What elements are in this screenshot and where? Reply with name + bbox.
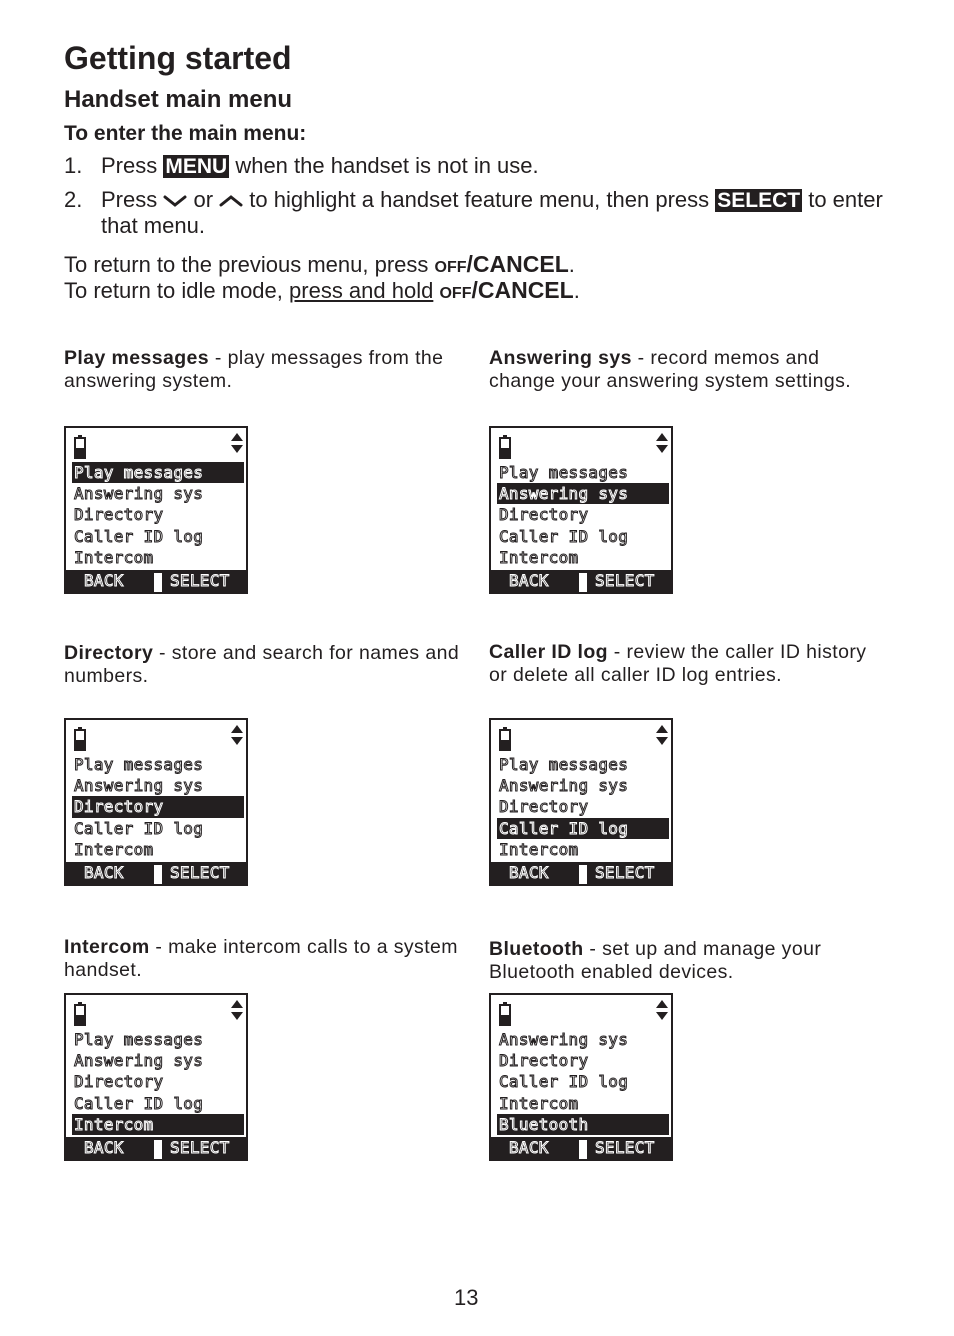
softkey-divider	[154, 1140, 162, 1159]
up-down-arrows-icon	[655, 998, 669, 1022]
battery-icon	[74, 727, 86, 751]
menu-row[interactable]	[497, 547, 669, 568]
step-text: or	[187, 187, 220, 212]
menu-row-label: Play messages	[499, 755, 629, 774]
menu-name: Intercom	[64, 936, 150, 958]
menu-row[interactable]	[72, 504, 244, 525]
menu-description	[64, 347, 464, 393]
menu-list	[72, 754, 244, 860]
menu-row-label: Play messages	[74, 463, 204, 482]
menu-row[interactable]	[72, 775, 244, 796]
menu-row[interactable]	[72, 818, 244, 839]
menu-description-text: - set up and manage your Bluetooth enabled devices.	[489, 938, 822, 983]
up-down-arrows-icon	[655, 431, 669, 455]
chevron-up-icon	[219, 194, 243, 208]
menu-name: Directory	[64, 642, 154, 664]
menu-row-label: Directory	[499, 797, 589, 817]
menu-row[interactable]	[72, 1050, 244, 1071]
handset-screen	[489, 718, 673, 886]
step-text: Press	[101, 187, 164, 212]
menu-row-label: Caller ID log	[499, 1072, 629, 1092]
return-idle-mode-text	[64, 277, 580, 304]
back-softkey[interactable]: BACK	[509, 1138, 549, 1157]
back-softkey[interactable]: BACK	[509, 863, 549, 882]
menu-row-label: Bluetooth	[499, 1114, 589, 1134]
softkey-divider	[154, 865, 162, 884]
up-down-arrows-icon	[230, 998, 244, 1022]
menu-row-selected[interactable]	[72, 462, 244, 483]
menu-row[interactable]	[72, 526, 244, 547]
menu-row-label: Directory	[499, 1051, 589, 1071]
menu-row-label: Intercom	[74, 1114, 154, 1134]
menu-row-selected[interactable]	[497, 483, 669, 504]
menu-description	[489, 641, 889, 687]
menu-row-label: Answering sys	[499, 776, 629, 796]
menu-row-label: Answering sys	[74, 1051, 204, 1071]
battery-icon	[499, 727, 511, 751]
menu-row[interactable]	[72, 1093, 244, 1114]
section-title: Handset main menu	[64, 86, 293, 113]
press-and-hold-text: press and hold	[289, 278, 434, 303]
menu-row[interactable]	[497, 1029, 669, 1050]
step-text: to enter that menu.	[101, 187, 883, 238]
softkey-divider	[154, 573, 162, 592]
menu-row[interactable]	[497, 775, 669, 796]
cancel-key-label: /CANCEL	[471, 277, 574, 303]
menu-list	[497, 754, 669, 860]
menu-row-label: Caller ID log	[74, 526, 204, 546]
menu-row[interactable]	[497, 839, 669, 860]
menu-row-label: Play messages	[74, 1030, 204, 1049]
instructions-heading: To enter the main menu:	[64, 122, 307, 145]
menu-row-label: Caller ID log	[499, 526, 629, 546]
menu-description	[489, 938, 889, 984]
softkey-bar	[66, 1137, 246, 1159]
step-text: Press	[101, 153, 164, 178]
menu-description-text: - review the caller ID history or delete all caller ID log entries.	[489, 641, 867, 686]
menu-row-label: Intercom	[74, 547, 154, 567]
menu-description	[64, 936, 464, 982]
menu-row-selected[interactable]	[497, 818, 669, 839]
menu-name: Caller ID log	[489, 641, 608, 663]
menu-row[interactable]	[497, 754, 669, 775]
up-down-arrows-icon	[230, 431, 244, 455]
up-down-arrows-icon	[655, 723, 669, 747]
menu-row-label: Directory	[499, 505, 589, 525]
softkey-divider	[579, 1140, 587, 1159]
step-number: 1.	[64, 153, 83, 178]
menu-description-text: - play messages from the answering system.	[64, 347, 444, 392]
menu-description	[64, 642, 464, 688]
menu-name: Answering sys	[489, 347, 632, 369]
softkey-bar	[66, 862, 246, 884]
off-key-label: OFF	[434, 259, 467, 276]
menu-row[interactable]	[72, 839, 244, 860]
menu-row-label: Answering sys	[499, 484, 629, 504]
select-softkey[interactable]: SELECT	[595, 863, 655, 882]
menu-row-label: Intercom	[499, 1093, 579, 1113]
select-softkey[interactable]: SELECT	[170, 571, 230, 590]
menu-row-selected[interactable]	[72, 796, 244, 817]
softkey-bar	[491, 1137, 671, 1159]
menu-row[interactable]	[497, 1071, 669, 1092]
menu-row[interactable]	[72, 483, 244, 504]
select-softkey[interactable]: SELECT	[170, 1138, 230, 1157]
menu-row-label: Directory	[74, 797, 164, 817]
handset-screen	[489, 426, 673, 594]
menu-list	[72, 462, 244, 568]
menu-row-label: Answering sys	[74, 484, 204, 504]
handset-screen	[64, 426, 248, 594]
select-key-label: SELECT	[717, 189, 801, 212]
menu-row[interactable]	[72, 1071, 244, 1092]
menu-description-text: - record memos and change your answering system settings.	[489, 347, 852, 392]
menu-row[interactable]	[497, 796, 669, 817]
step-text: when the handset is not in use.	[229, 153, 539, 178]
menu-row[interactable]	[497, 504, 669, 525]
menu-row[interactable]	[72, 1029, 244, 1050]
softkey-bar	[491, 570, 671, 592]
menu-name: Play messages	[64, 347, 210, 369]
step-number: 2.	[64, 187, 83, 212]
menu-row-label: Caller ID log	[74, 1093, 204, 1113]
menu-list	[497, 462, 669, 568]
battery-icon	[499, 435, 511, 459]
menu-row-label: Intercom	[499, 839, 579, 859]
menu-row-label: Directory	[74, 505, 164, 525]
softkey-bar	[66, 570, 246, 592]
page-number: 13	[454, 1285, 479, 1310]
handset-screen	[64, 993, 248, 1161]
off-key-label: OFF	[439, 285, 472, 302]
softkey-divider	[579, 865, 587, 884]
menu-row-label: Answering sys	[74, 776, 204, 796]
cancel-key-label: /CANCEL	[466, 251, 569, 277]
menu-row-label: Play messages	[74, 755, 204, 774]
menu-row-label: Play messages	[499, 463, 629, 482]
battery-icon	[74, 435, 86, 459]
menu-row[interactable]	[497, 526, 669, 547]
return-text: To return to the previous menu, press	[64, 252, 435, 277]
back-softkey[interactable]: BACK	[84, 863, 124, 882]
menu-list	[72, 1029, 244, 1135]
menu-row[interactable]	[72, 754, 244, 775]
return-text: To return to idle mode,	[64, 278, 290, 303]
menu-row-label: Directory	[74, 1072, 164, 1092]
page-title: Getting started	[64, 40, 292, 76]
handset-screen	[489, 993, 673, 1161]
chevron-down-icon	[163, 194, 187, 208]
menu-row-label: Caller ID log	[74, 818, 204, 838]
step-text: to highlight a handset feature menu, then press	[243, 187, 716, 212]
menu-row-selected[interactable]	[72, 1114, 244, 1135]
menu-row[interactable]	[497, 1093, 669, 1114]
battery-icon	[499, 1002, 511, 1026]
menu-row-selected[interactable]	[497, 1114, 669, 1135]
return-text: .	[568, 252, 575, 277]
menu-row[interactable]	[497, 1050, 669, 1071]
menu-description-text: - make intercom calls to a system handset.	[64, 936, 458, 981]
return-previous-menu-text	[64, 251, 575, 278]
menu-key-label: MENU	[165, 155, 228, 178]
handset-screen	[64, 718, 248, 886]
menu-description-text: - store and search for names and numbers.	[64, 642, 460, 687]
menu-row[interactable]	[72, 547, 244, 568]
menu-row-label: Answering sys	[499, 1030, 629, 1049]
menu-description	[489, 347, 889, 393]
softkey-bar	[491, 862, 671, 884]
softkey-divider	[579, 573, 587, 592]
back-softkey[interactable]: BACK	[84, 1138, 124, 1157]
back-softkey[interactable]: BACK	[509, 571, 549, 590]
return-text: .	[573, 278, 580, 303]
select-softkey[interactable]: SELECT	[170, 863, 230, 882]
select-softkey[interactable]: SELECT	[595, 571, 655, 590]
menu-row-label: Intercom	[74, 839, 154, 859]
menu-row-label: Caller ID log	[499, 818, 629, 838]
menu-row[interactable]	[497, 462, 669, 483]
menu-row-label: Intercom	[499, 547, 579, 567]
menu-name: Bluetooth	[489, 938, 584, 960]
up-down-arrows-icon	[230, 723, 244, 747]
battery-icon	[74, 1002, 86, 1026]
back-softkey[interactable]: BACK	[84, 571, 124, 590]
select-softkey[interactable]: SELECT	[595, 1138, 655, 1157]
menu-list	[497, 1029, 669, 1135]
